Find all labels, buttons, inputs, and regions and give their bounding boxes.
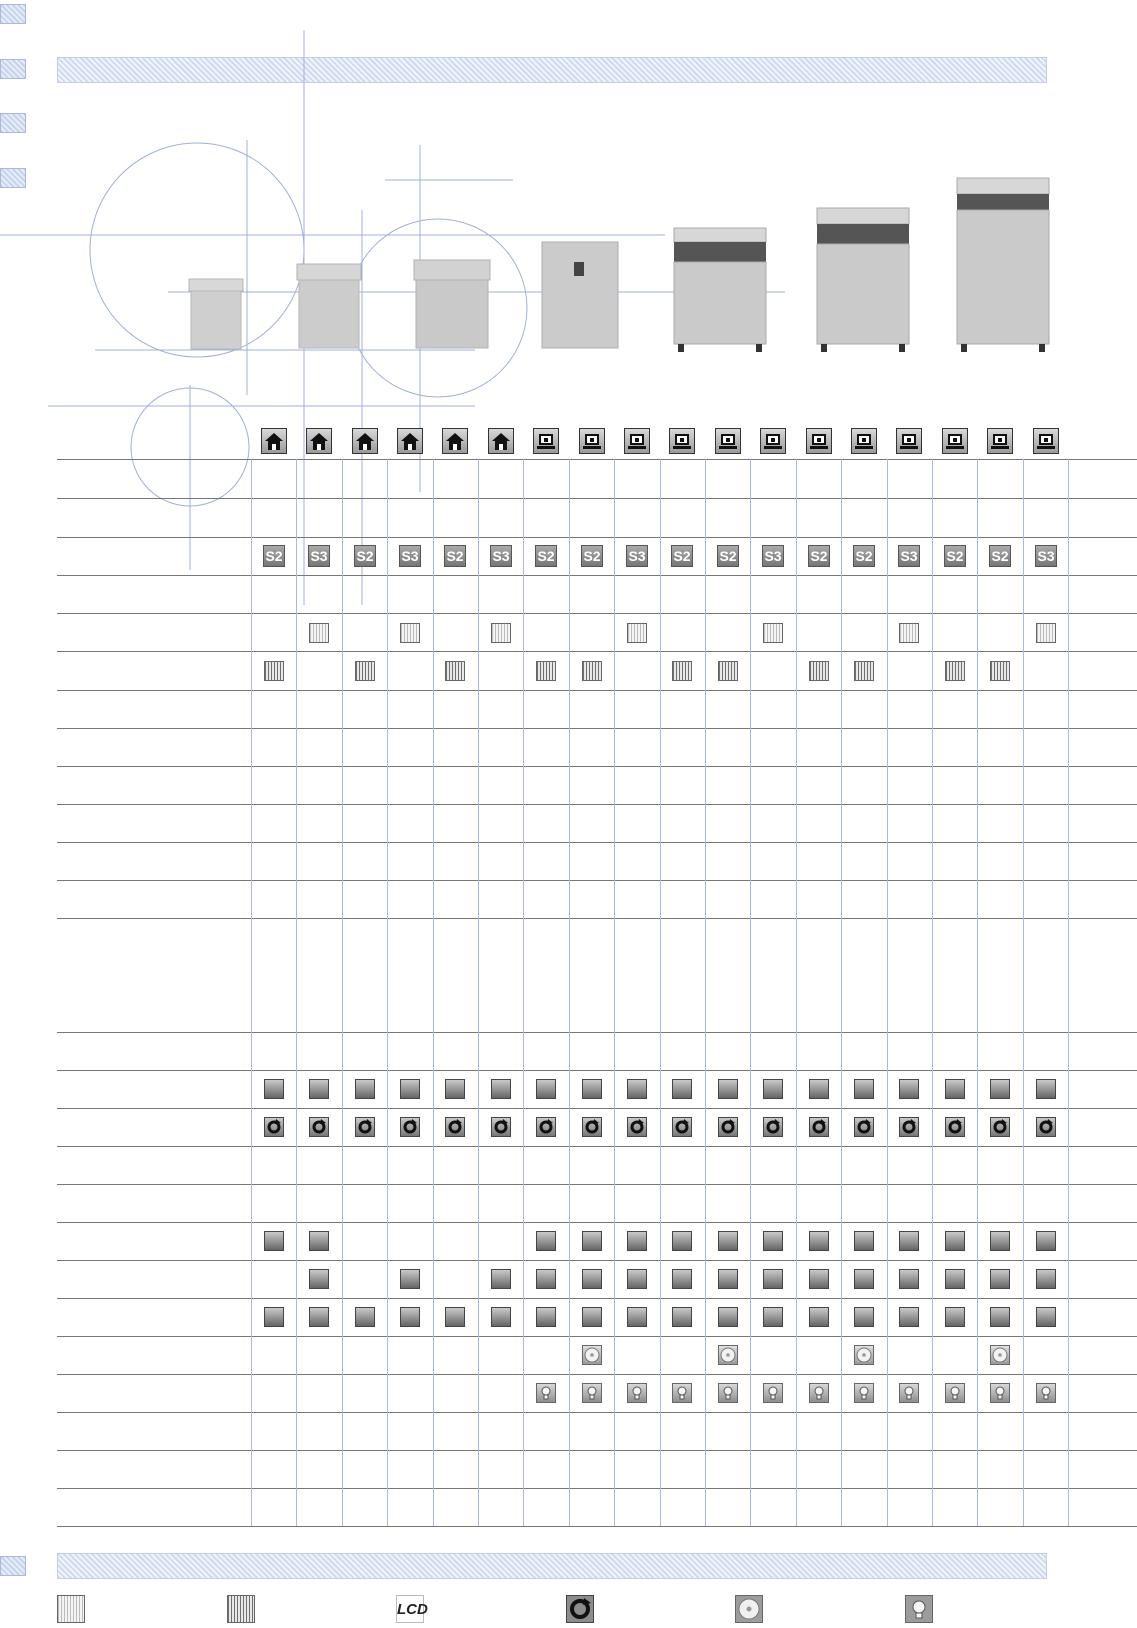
feature-icon (536, 1079, 556, 1099)
security-level-badge: S2 (581, 545, 603, 567)
table-row-rule (57, 728, 1137, 729)
feature-icon (763, 1231, 783, 1251)
table-row-rule (57, 1260, 1137, 1261)
table-column-rule (614, 459, 615, 1526)
feature-icon (264, 1231, 284, 1251)
feature-icon (627, 1079, 647, 1099)
security-level-badge: S2 (944, 545, 966, 567)
disc-icon (718, 1345, 738, 1365)
security-level-badge: S3 (626, 545, 648, 567)
table-column-rule (932, 459, 933, 1526)
strip-cut-icon (672, 661, 692, 681)
security-level-badge: S2 (671, 545, 693, 567)
strip-cut-icon (854, 661, 874, 681)
feature-icon (672, 1079, 692, 1099)
lamp-icon (854, 1383, 874, 1403)
feature-icon (1036, 1269, 1056, 1289)
table-row-rule (57, 918, 1137, 919)
lamp-icon (990, 1383, 1010, 1403)
cross-cut-icon (627, 623, 647, 643)
feature-icon (491, 1307, 511, 1327)
disc-icon (582, 1345, 602, 1365)
home-icon (397, 428, 423, 454)
feature-icon (491, 1269, 511, 1289)
feature-icon (945, 1307, 965, 1327)
feature-icon (763, 1079, 783, 1099)
table-row-rule (57, 766, 1137, 767)
table-row-rule (57, 1450, 1137, 1451)
security-level-badge: S3 (762, 545, 784, 567)
office-icon (533, 428, 559, 454)
feature-icon (400, 1079, 420, 1099)
reverse-icon (491, 1117, 511, 1137)
security-level-badge: S2 (535, 545, 557, 567)
feature-icon (809, 1231, 829, 1251)
table-row-rule (57, 1108, 1137, 1109)
disc-icon (990, 1345, 1010, 1365)
legend-reverse-icon (566, 1595, 594, 1623)
product-image-7 (955, 176, 1051, 357)
feature-icon (718, 1307, 738, 1327)
feature-icon (264, 1079, 284, 1099)
table-row-rule (57, 1298, 1137, 1299)
feature-icon (854, 1307, 874, 1327)
table-row-rule (57, 1032, 1137, 1033)
feature-icon (990, 1231, 1010, 1251)
reverse-icon (400, 1117, 420, 1137)
strip-cut-icon (445, 661, 465, 681)
feature-icon (718, 1269, 738, 1289)
table-column-rule (841, 459, 842, 1526)
table-row-rule (57, 880, 1137, 881)
reverse-icon (899, 1117, 919, 1137)
strip-cut-icon (536, 661, 556, 681)
reverse-icon (1036, 1117, 1056, 1137)
feature-icon (627, 1269, 647, 1289)
table-row-rule (57, 1488, 1137, 1489)
feature-icon (899, 1079, 919, 1099)
table-row-rule (57, 1184, 1137, 1185)
reverse-icon (627, 1117, 647, 1137)
feature-icon (627, 1307, 647, 1327)
strip-cut-icon (809, 661, 829, 681)
feature-icon (582, 1079, 602, 1099)
cross-cut-icon (1036, 623, 1056, 643)
office-icon (624, 428, 650, 454)
table-column-rule (433, 459, 434, 1526)
office-icon (579, 428, 605, 454)
lamp-icon (1036, 1383, 1056, 1403)
feature-icon (718, 1079, 738, 1099)
feature-icon (672, 1231, 692, 1251)
office-icon (760, 428, 786, 454)
legend-strip-cut-icon (227, 1595, 255, 1623)
product-image-5 (672, 224, 768, 357)
security-level-badge: S2 (354, 545, 376, 567)
feature-icon (536, 1307, 556, 1327)
table-row-rule (57, 804, 1137, 805)
security-level-badge: S2 (717, 545, 739, 567)
security-level-badge: S2 (263, 545, 285, 567)
strip-cut-icon (355, 661, 375, 681)
security-level-badge: S3 (1035, 545, 1057, 567)
cross-cut-icon (763, 623, 783, 643)
office-icon (669, 428, 695, 454)
feature-icon (854, 1079, 874, 1099)
table-column-rule (887, 459, 888, 1526)
table-row-rule (57, 498, 1137, 499)
feature-icon (1036, 1079, 1056, 1099)
feature-icon (355, 1079, 375, 1099)
reverse-icon (718, 1117, 738, 1137)
reverse-icon (445, 1117, 465, 1137)
home-icon (352, 428, 378, 454)
reverse-icon (264, 1117, 284, 1137)
legend-lcd-icon: LCD (396, 1595, 424, 1623)
feature-icon (809, 1079, 829, 1099)
table-row-rule (57, 1526, 1137, 1527)
table-column-rule (342, 459, 343, 1526)
lamp-icon (536, 1383, 556, 1403)
strip-cut-icon (945, 661, 965, 681)
home-icon (261, 428, 287, 454)
legend-disc-icon (735, 1595, 763, 1623)
table-row-rule (57, 1412, 1137, 1413)
reverse-icon (672, 1117, 692, 1137)
feature-icon (582, 1307, 602, 1327)
feature-icon (990, 1079, 1010, 1099)
product-image-2 (295, 262, 363, 357)
feature-icon (672, 1269, 692, 1289)
legend-lamp-icon (905, 1595, 933, 1623)
lamp-icon (763, 1383, 783, 1403)
feature-icon (1036, 1231, 1056, 1251)
table-column-rule (1068, 459, 1069, 1526)
feature-icon (672, 1307, 692, 1327)
feature-icon (809, 1307, 829, 1327)
table-column-rule (796, 459, 797, 1526)
lamp-icon (582, 1383, 602, 1403)
feature-icon (945, 1269, 965, 1289)
reverse-icon (582, 1117, 602, 1137)
lamp-icon (718, 1383, 738, 1403)
table-column-rule (977, 459, 978, 1526)
feature-icon (854, 1269, 874, 1289)
office-icon (715, 428, 741, 454)
lamp-icon (672, 1383, 692, 1403)
feature-icon (854, 1231, 874, 1251)
home-icon (488, 428, 514, 454)
table-row-rule (57, 1222, 1137, 1223)
feature-icon (309, 1231, 329, 1251)
lamp-icon (899, 1383, 919, 1403)
feature-icon (627, 1231, 647, 1251)
feature-icon (309, 1269, 329, 1289)
table-row-rule (57, 1070, 1137, 1071)
security-level-badge: S2 (808, 545, 830, 567)
table-column-rule (1023, 459, 1024, 1526)
lamp-icon (945, 1383, 965, 1403)
security-level-badge: S3 (898, 545, 920, 567)
security-level-badge: S2 (853, 545, 875, 567)
security-level-badge: S3 (490, 545, 512, 567)
table-row-rule (57, 690, 1137, 691)
feature-icon (355, 1307, 375, 1327)
office-icon (806, 428, 832, 454)
product-image-4 (540, 240, 620, 357)
table-row-rule (57, 537, 1137, 538)
feature-icon (445, 1079, 465, 1099)
cross-cut-icon (309, 623, 329, 643)
home-icon (306, 428, 332, 454)
table-row-rule (57, 613, 1137, 614)
office-icon (942, 428, 968, 454)
feature-icon (400, 1269, 420, 1289)
strip-cut-icon (718, 661, 738, 681)
table-row-rule (57, 1374, 1137, 1375)
table-row-rule (57, 842, 1137, 843)
security-level-badge: S2 (989, 545, 1011, 567)
feature-icon (536, 1231, 556, 1251)
feature-icon (718, 1231, 738, 1251)
feature-icon (990, 1307, 1010, 1327)
table-column-rule (569, 459, 570, 1526)
strip-cut-icon (264, 661, 284, 681)
reverse-icon (355, 1117, 375, 1137)
lamp-icon (627, 1383, 647, 1403)
table-column-rule (660, 459, 661, 1526)
table-row-rule (57, 651, 1137, 652)
feature-icon (400, 1307, 420, 1327)
reverse-icon (536, 1117, 556, 1137)
feature-icon (309, 1307, 329, 1327)
table-column-rule (478, 459, 479, 1526)
table-column-rule (296, 459, 297, 1526)
feature-icon (763, 1269, 783, 1289)
reverse-icon (809, 1117, 829, 1137)
feature-icon (945, 1079, 965, 1099)
reverse-icon (854, 1117, 874, 1137)
feature-icon (264, 1307, 284, 1327)
reverse-icon (990, 1117, 1010, 1137)
feature-icon (491, 1079, 511, 1099)
feature-icon (899, 1307, 919, 1327)
feature-icon (763, 1307, 783, 1327)
cross-cut-icon (491, 623, 511, 643)
feature-icon (582, 1269, 602, 1289)
product-image-6 (815, 206, 911, 357)
feature-icon (536, 1269, 556, 1289)
home-icon (442, 428, 468, 454)
office-icon (987, 428, 1013, 454)
feature-icon (1036, 1307, 1056, 1327)
table-column-rule (387, 459, 388, 1526)
table-column-rule (251, 459, 252, 1526)
product-image-3 (412, 258, 492, 357)
cross-cut-icon (899, 623, 919, 643)
table-row-rule (57, 1146, 1137, 1147)
table-row-rule (57, 459, 1137, 460)
office-icon (851, 428, 877, 454)
strip-cut-icon (582, 661, 602, 681)
feature-icon (899, 1231, 919, 1251)
feature-icon (990, 1269, 1010, 1289)
office-icon (896, 428, 922, 454)
feature-icon (809, 1269, 829, 1289)
feature-icon (445, 1307, 465, 1327)
table-row-rule (57, 575, 1137, 576)
legend-cross-cut-icon (57, 1595, 85, 1623)
feature-icon (945, 1231, 965, 1251)
feature-icon (309, 1079, 329, 1099)
security-level-badge: S3 (399, 545, 421, 567)
disc-icon (854, 1345, 874, 1365)
strip-cut-icon (990, 661, 1010, 681)
office-icon (1033, 428, 1059, 454)
table-row-rule (57, 1336, 1137, 1337)
security-level-badge: S2 (444, 545, 466, 567)
cross-cut-icon (400, 623, 420, 643)
feature-icon (582, 1231, 602, 1251)
table-column-rule (523, 459, 524, 1526)
table-column-rule (750, 459, 751, 1526)
product-image-1 (185, 275, 247, 358)
reverse-icon (763, 1117, 783, 1137)
security-level-badge: S3 (308, 545, 330, 567)
reverse-icon (309, 1117, 329, 1137)
table-column-rule (705, 459, 706, 1526)
feature-icon (899, 1269, 919, 1289)
lamp-icon (809, 1383, 829, 1403)
reverse-icon (945, 1117, 965, 1137)
